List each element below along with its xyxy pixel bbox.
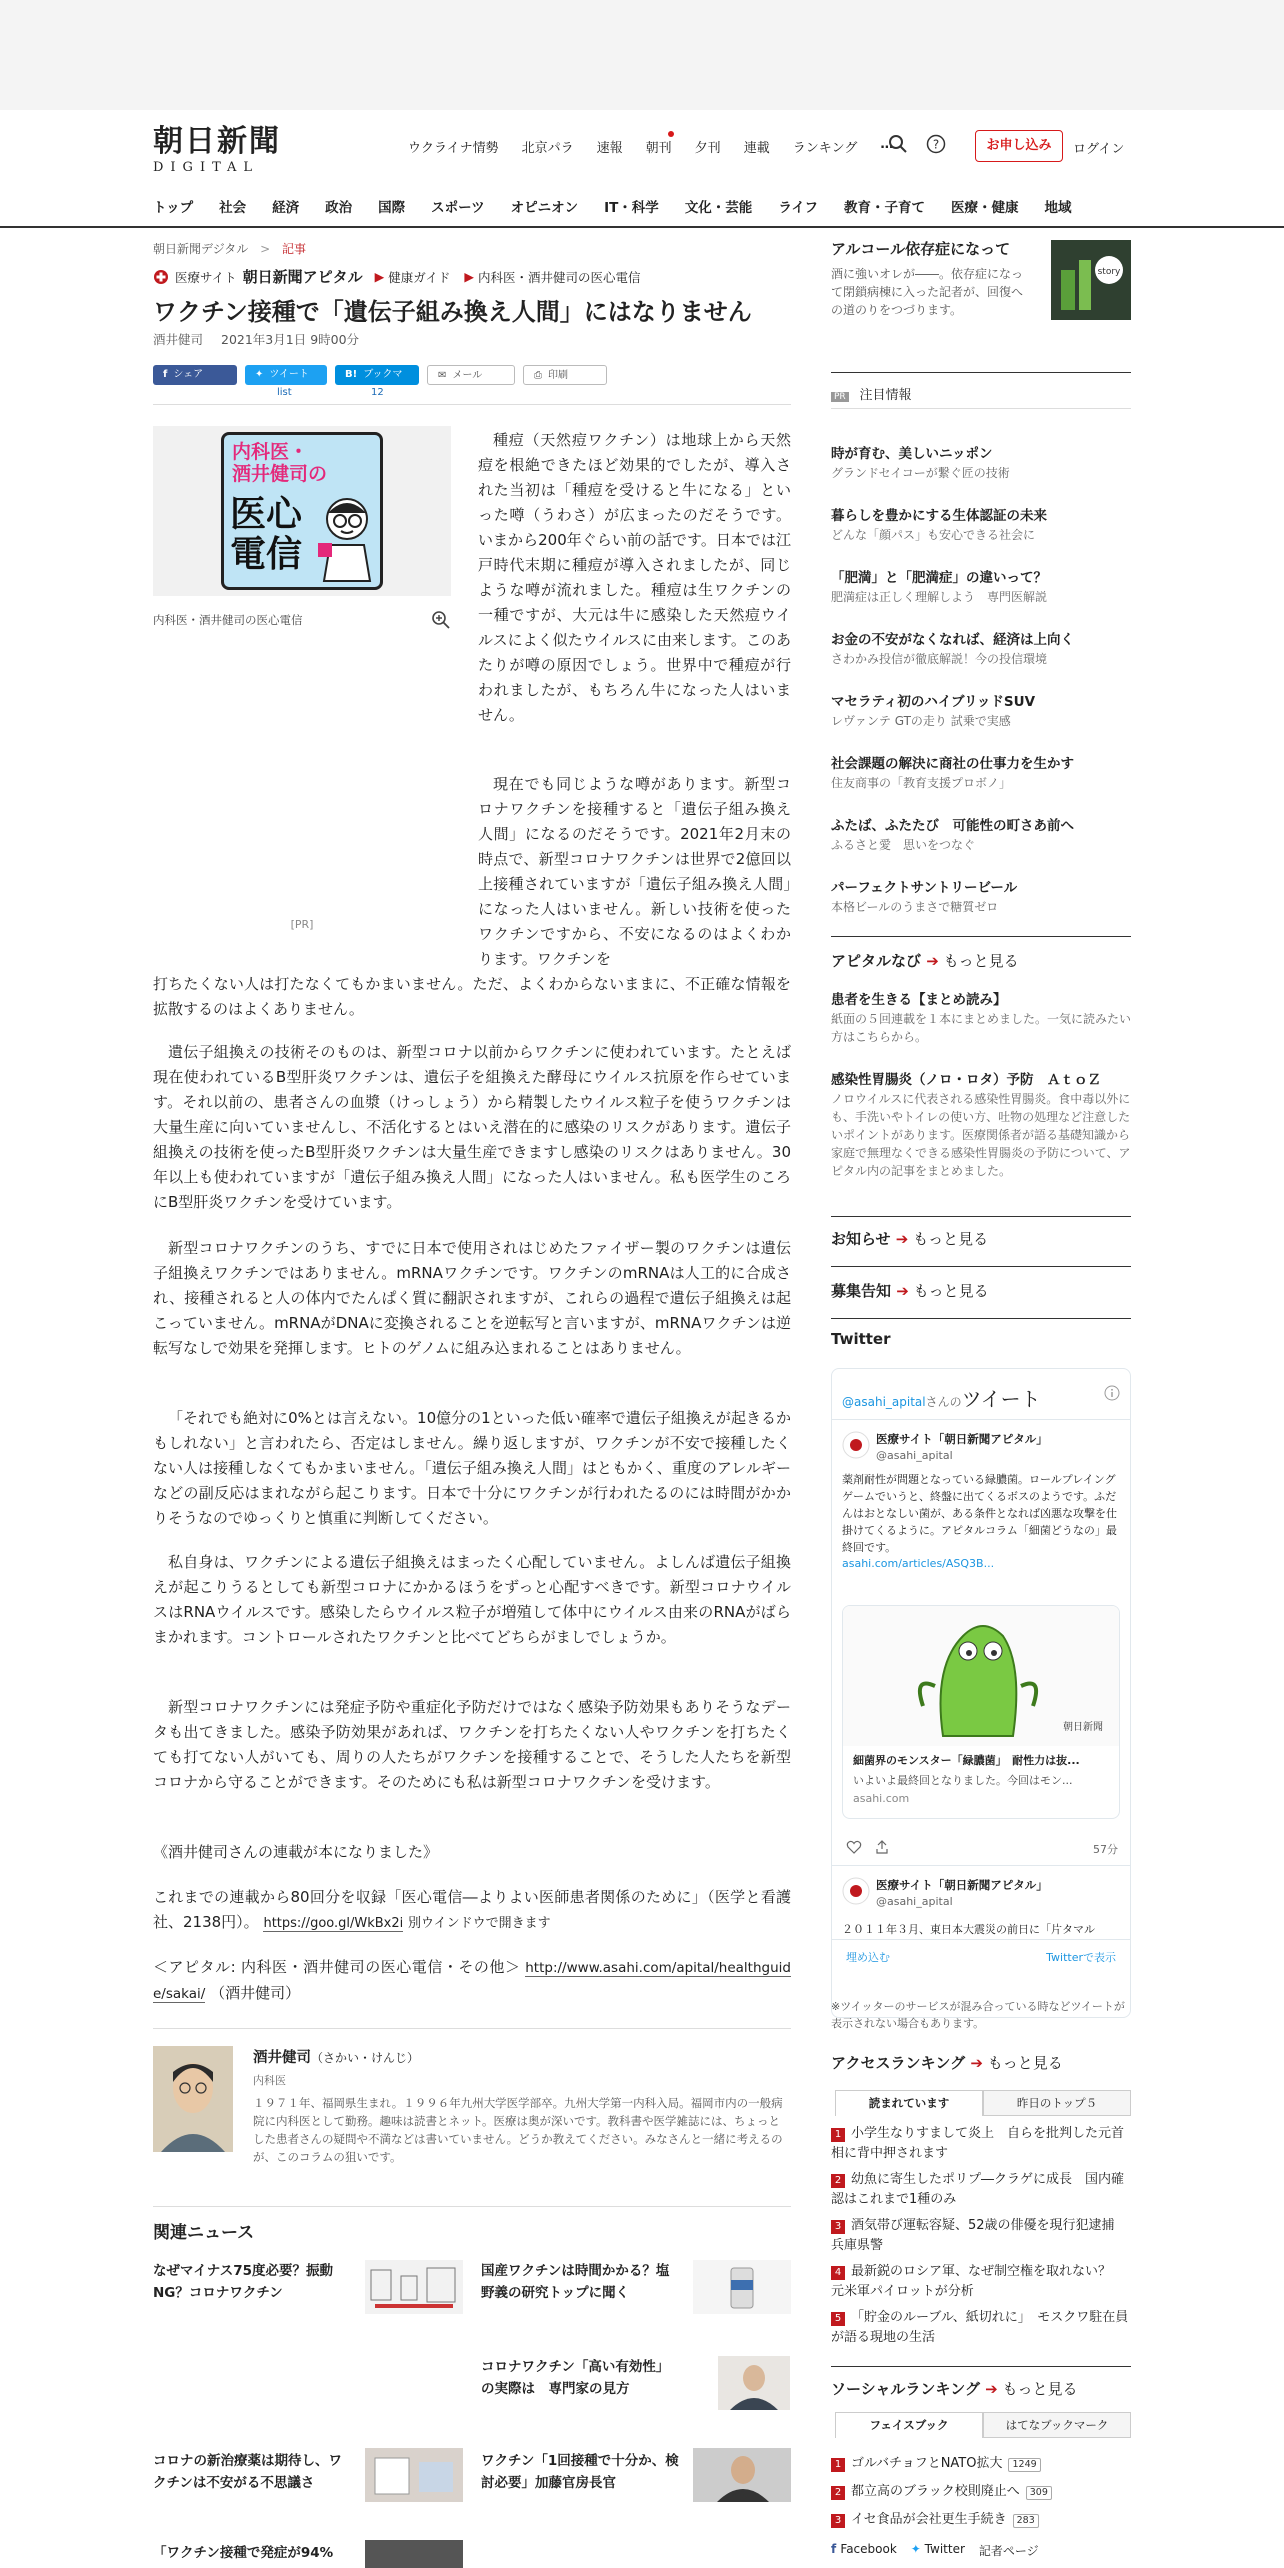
triangle-icon: ▶ xyxy=(374,269,385,284)
twitter-timeline[interactable] xyxy=(831,1368,1131,2018)
social-ranking-item[interactable]: 1 ゴルバチョフとNATO拡大 1249 xyxy=(831,2454,1131,2474)
feature-image xyxy=(1051,240,1131,320)
mail-icon: ✉ xyxy=(438,370,447,381)
share-icon[interactable] xyxy=(874,1839,890,1855)
twitter-header xyxy=(831,1330,1131,1348)
social-ranking-header xyxy=(831,2378,1131,2399)
twitter-share-button[interactable] xyxy=(245,365,327,385)
tweet-author-handle[interactable]: @asahi_apital xyxy=(876,1895,953,1908)
breadcrumb-home[interactable]: 朝日新聞デジタル xyxy=(153,242,249,256)
article-paragraph-7: 新型コロナワクチンには発症予防や重症化予防だけではなく感染予防効果もありそうなデータも出てきました。感染予防効果があれば、ワクチンを打ちたくない人やワクチンを打ちたくても打てない人がいても、周りの人たちがワクチンを接種することで、そうした人たちを新型コロナから守ることができます。そのためにも私は新型コロナワクチンを受けます。 xyxy=(153,1698,791,1791)
facebook-icon: f xyxy=(163,369,168,380)
print-label: 印刷 xyxy=(548,370,568,381)
category-nav xyxy=(0,184,1284,228)
header-nav xyxy=(408,137,916,156)
rank-number: 2 xyxy=(831,2174,845,2188)
arrow-right-icon: ➔ xyxy=(891,1282,909,1300)
logo-subtext: DIGITAL xyxy=(153,160,260,175)
info-icon[interactable] xyxy=(1104,1385,1120,1401)
header-icons xyxy=(888,134,946,154)
author-divider xyxy=(153,2028,791,2029)
nav-ukraine[interactable]: ウクライナ情勢 xyxy=(408,141,499,156)
svg-text:story: story xyxy=(1097,267,1121,277)
tweet-author-name[interactable]: 医療サイト「朝日新聞アピタル」 xyxy=(876,1878,1048,1892)
related-thumbnail[interactable] xyxy=(365,2260,463,2314)
cat-life[interactable]: ライフ xyxy=(778,200,819,216)
facebook-icon: f xyxy=(831,2542,841,2556)
recruit-title[interactable]: 募集告知 xyxy=(831,1282,892,1300)
pr-badge: PR xyxy=(831,392,849,402)
related-item[interactable]: 国産ワクチンは時間かかる？塩野義の研究トップに聞く xyxy=(481,2263,670,2301)
related-thumbnail[interactable] xyxy=(365,2448,463,2502)
article-paragraph-6: 私自身は、ワクチンによる遺伝子組換えはまったく心配していません。よしんば遺伝子組換えが起こりうるとしても新型コロナにかかるほうをずっと心配すべきです。新型コロナウイルスはRNAウイルスです。感染したらウイルス粒子が増殖して体中にウイルス由来のRNAがばらまかれます。コントロールされたワクチンと比べてどちらがましでしょうか。 xyxy=(153,1553,791,1646)
sidebar-divider xyxy=(831,408,1131,409)
article-book-info xyxy=(153,1885,791,1936)
tweet-card-title: 細菌界のモンスター「緑膿菌」 耐性力は抜... xyxy=(853,1754,1080,1767)
author-photo xyxy=(153,2046,233,2152)
social-ranking-item[interactable]: 3 イセ食品が会社更生手続き 283 xyxy=(831,2510,1131,2530)
related-thumbnail[interactable] xyxy=(718,2356,790,2410)
column-logo-badge: 内科医・ 酒井健司の xyxy=(232,441,328,485)
related-item[interactable]: なぜマイナス75度必要？振動NG？コロナワクチン xyxy=(153,2263,333,2301)
related-divider xyxy=(153,2206,791,2207)
apital-site-name[interactable]: 朝日新聞アピタル xyxy=(242,268,363,286)
column-series-note: ＜アピタル: 内科医・酒井健司の医心電信・その他＞ xyxy=(153,1958,520,1976)
tab-facebook[interactable]: フェイスブック xyxy=(835,2412,983,2438)
rank-number: 5 xyxy=(831,2312,845,2326)
related-news-heading: 関連ニュース xyxy=(153,2223,255,2243)
article-title: ワクチン接種で「遺伝子組み換え人間」にはなりません xyxy=(153,298,752,326)
triangle-icon: ▶ xyxy=(464,269,475,284)
access-ranking-tabs xyxy=(835,2090,1131,2116)
cat-economy[interactable]: 経済 xyxy=(272,200,300,216)
tweet-link[interactable]: asahi.com/articles/ASQ3B... xyxy=(842,1557,995,1570)
timeline-divider xyxy=(832,1939,1130,1940)
pr-item[interactable]: マセラティ初のハイブリッドSUV レヴァンテ GTの走り 試乗で実感 xyxy=(831,694,1036,728)
arrow-right-icon: ➔ xyxy=(965,2054,983,2072)
tweet-card-text: いよいよ最終回となりました。今回はモン... xyxy=(853,1774,1073,1787)
external-window-note: 別ウインドウで開きます xyxy=(408,1916,551,1931)
article-paragraph-5: 「それでも絶対に0%とは言えない。10億分の1といった低い確率で遺伝子組換えが起きるかもしれない」と言われたら、否定はしません。繰り返しますが、ワクチンが不安で接種したくない人は接種しなくてもかまいません。「遺伝子組み換え人間」はともかく、重度のアレルギーなどの副反応はまれながら起こります。日本で十分にワクチンが行われたるのには時間がかかりそうなのでゆっくりと慎重に判断してください。 xyxy=(153,1409,791,1527)
search-icon[interactable] xyxy=(888,134,908,154)
rank-number: 3 xyxy=(831,2514,845,2528)
sidebar-divider xyxy=(831,1318,1131,1319)
pr-item[interactable]: 暮らしを豊かにする生体認証の未来 どんな「顔パス」も安心できる社会に xyxy=(831,508,1047,542)
top-ad-space xyxy=(0,0,1284,110)
column-logo-box xyxy=(221,432,383,590)
column-logo-title: 医心 電信 xyxy=(230,494,303,575)
ranking-item[interactable]: 2 幼魚に寄生したポリプ―クラゲに成長 国内確認はこれまで1種のみ xyxy=(831,2172,1125,2207)
attention-title: 注目情報 xyxy=(859,388,912,403)
hatena-count[interactable]: 12 xyxy=(371,387,384,398)
related-thumbnail[interactable] xyxy=(693,2448,791,2502)
mail-share-button[interactable] xyxy=(427,365,515,385)
author-box xyxy=(153,2046,791,2206)
article-date: 2021年3月1日 9時00分 xyxy=(221,332,360,347)
apital-column-link[interactable]: 内科医・酒井健司の医心電信 xyxy=(478,269,641,285)
author-bio: １９７１年、福岡県生まれ。１９９６年九州大学医学部卒。九州大学第一内科入局。福岡市内の一般病院に内科医として勤務。趣味は読書とネット。医療は奥が深いです。教科書や医学雑誌には、ちょっとした患者さんの疑問や不満などは書いていません。どうか教えてください。みなさんと一緒に考えるのが、このコラムの狙いです。 xyxy=(253,2096,783,2164)
like-heart-icon[interactable] xyxy=(846,1839,862,1855)
tweet-card-image xyxy=(843,1606,1119,1746)
twitter-note: ※ツイッターのサービスが混み合っている時などツイートが表示されない場合もあります。 xyxy=(831,2000,1125,2030)
apital-avatar-icon[interactable] xyxy=(842,1431,870,1459)
cat-sports[interactable]: スポーツ xyxy=(431,200,485,216)
more-link[interactable]: もっと見る xyxy=(913,1282,989,1300)
tweet-card-site: asahi.com xyxy=(853,1792,910,1805)
notice-header xyxy=(831,1228,1131,1249)
sidebar-divider xyxy=(831,372,1131,373)
timeline-handle[interactable]: @asahi_apital xyxy=(842,1395,926,1409)
pr-item[interactable]: 社会課題の解決に商社の仕事力を生かす 住友商事の「教育支援プロボノ」 xyxy=(831,756,1074,790)
book-link[interactable]: https://goo.gl/WkBx2i xyxy=(263,1916,404,1931)
nav-evening[interactable]: 夕刊 xyxy=(694,141,721,156)
share-count: 1249 xyxy=(1008,2458,1040,2472)
view-on-twitter-link[interactable]: Twitterで表示 xyxy=(1046,1951,1116,1964)
navi-item[interactable]: 患者を生きる【まとめ読み】 紙面の５回連載を１本にまとめました。一気に読みたい方はこちらから。 xyxy=(831,992,1132,1044)
login-link[interactable]: ログイン xyxy=(1073,142,1125,157)
rank-number: 3 xyxy=(831,2220,845,2234)
related-item[interactable]: コロナワクチン「高い有効性」の実際は 専門家の見方 xyxy=(481,2359,670,2397)
article-paragraph-4: 新型コロナワクチンのうち、すでに日本で使用されはじめたファイザー製のワクチンは遺伝子組換えワクチンではありません。mRNAワクチンです。ワクチンのmRNAは人工的に合成され、接種されると人の体内でたんぱく質に翻訳されますが、これらの過程で遺伝子組換えは起こっていません。mRNAがDNAに変換されることを逆転写と言いますが、mRNAワクチンは逆転写なしで効果を発揮します。ヒトのゲノムに組み込まれることはありません。 xyxy=(153,1239,791,1357)
pr-item[interactable]: 時が育む、美しいニッポン グランドセイコーが繋ぐ匠の技術 xyxy=(831,446,1010,480)
reporter-page-link[interactable]: 記者ページ xyxy=(978,2544,1039,2558)
timeline-tweet-label: ツイート xyxy=(961,1387,1041,1411)
nav-ranking[interactable]: ランキング xyxy=(792,141,858,156)
author-name[interactable]: 酒井健司（さかい・けんじ） xyxy=(253,2050,420,2066)
navi-item[interactable]: 感染性胃腸炎（ノロ・ロタ）予防 ＡｔｏＺ ノロウイルスに代表される感染性胃腸炎。食中毒以外にも、手洗いやトイレの使い方、吐物の処理など注意したいポイントがあります。医療関係者が語る基礎知識から家庭で無理なくできる感染性胃腸炎の予防について、アピタル内の記事をまとめました。 xyxy=(831,1072,1131,1178)
nav-beijing-para[interactable]: 北京パラ xyxy=(521,141,574,156)
more-link[interactable]: もっと見る xyxy=(1002,2380,1078,2398)
article-paragraph-2b: 打ちたくない人は打たなくてもかまいません。ただ、よくわからないままに、不正確な情報を拡散するのはよくありません。 xyxy=(153,975,791,1018)
tweet-author-name[interactable]: 医療サイト「朝日新聞アピタル」 xyxy=(876,1432,1048,1446)
article-paragraph-2a: 現在でも同じような噂があります。新型コロナワクチンを接種すると「遺伝子組み換え人間」になるのだそうです。2021年2月末の時点で、新型コロナワクチンは世界で2億回以上接種されていますが「遺伝子組み換え人間」になった人はいません。新しい技術を使ったワクチンですから、不安になるのはよくわかります。ワクチンを xyxy=(478,775,791,968)
share-divider xyxy=(153,404,791,405)
figure-caption: 内科医・酒井健司の医心電信 xyxy=(153,613,303,627)
tweet-timestamp[interactable]: 57分 xyxy=(1093,1843,1118,1856)
ad-slot xyxy=(153,650,451,950)
nav-breaking[interactable]: 速報 xyxy=(596,141,623,156)
rank-number: 1 xyxy=(831,2458,845,2472)
article-book-heading: 《酒井健司さんの連載が本になりました》 xyxy=(153,1843,439,1861)
apital-label: 医療サイト xyxy=(175,269,237,285)
hatena-icon: B! xyxy=(345,369,358,380)
related-item[interactable]: コロナの新治療薬は期待し、ワクチンは不安がる不思議さ xyxy=(153,2453,342,2491)
breadcrumb xyxy=(153,240,306,257)
pr-item[interactable]: 「肥満」と「肥満症」の違いって？ 肥満症は正しく理解しよう 専門医解説 xyxy=(831,570,1048,604)
related-thumbnail[interactable] xyxy=(365,2540,463,2568)
cat-education[interactable]: 教育・子育て xyxy=(844,200,926,216)
feature-title: アルコール依存症になって xyxy=(831,240,1011,258)
timeline-san: さんの xyxy=(925,1395,962,1409)
hatena-share-label: ブックマーク xyxy=(345,369,403,400)
tweet-text: ２０１１年３月、東日本大震災の前日に「片タマル xyxy=(842,1923,1095,1936)
related-thumbnail[interactable] xyxy=(693,2260,791,2314)
rank-number: 1 xyxy=(831,2128,845,2142)
twitter-icon: ✦ xyxy=(255,369,264,380)
cat-top[interactable]: トップ xyxy=(153,200,194,216)
svg-text:朝日新聞: 朝日新聞 xyxy=(1063,1722,1103,1733)
twitter-count[interactable]: list xyxy=(277,387,292,398)
timeline-divider xyxy=(832,1865,1130,1866)
pr-item[interactable]: ふたば、ふたたび 可能性の町さあ前へ ふるさと愛 思いをつなぐ xyxy=(831,818,1074,852)
author-role: 内科医 xyxy=(253,2074,286,2087)
facebook-share-label: シェア xyxy=(173,369,204,380)
article-paragraph-3: 遺伝子組換えの技術そのものは、新型コロナ以前からワクチンに使われています。たとえば現在使われているB型肝炎ワクチンは、遺伝子を組換えた酵母にウイルス抗原を作らせています。それ以前の、患者さんの血漿（けっしょう）から精製したウイルス粒子を使うワクチンは大量生産に向いていませんし、不活化するとはいえ潜在的に感染のリスクがあります。遺伝子組換えの技術を使ったB型肝炎ワクチンは大量生産できますし感染のリスクはありません。30年以上も使われていますが「遺伝子組み換え人間」になった人はいません。私も医学生のころにB型肝炎ワクチンを受けています。 xyxy=(153,1043,791,1211)
help-icon[interactable] xyxy=(926,134,946,154)
apital-bar xyxy=(153,266,641,287)
tab-yesterday[interactable]: 昨日のトップ５ xyxy=(983,2090,1131,2116)
mail-share-label: メール xyxy=(452,370,483,381)
apital-health-guide-link[interactable]: 健康ガイド xyxy=(388,269,451,285)
recruit-header xyxy=(831,1280,1131,1301)
sidebar-divider xyxy=(831,936,1131,937)
tweet-author-handle[interactable]: @asahi_apital xyxy=(876,1449,953,1462)
tab-hatena[interactable]: はてなブックマーク xyxy=(983,2412,1131,2438)
tab-reading[interactable]: 読まれています xyxy=(835,2090,983,2116)
article-author: 酒井健司 xyxy=(153,332,204,347)
tweet-card[interactable] xyxy=(842,1605,1120,1819)
article-footer xyxy=(153,1955,791,2007)
ranking-item[interactable]: 3 酒気帯び運転容疑、52歳の俳優を現行犯逮捕 兵庫県警 xyxy=(831,2218,1128,2253)
column-figure[interactable] xyxy=(153,426,451,596)
cat-society[interactable]: 社会 xyxy=(219,200,247,216)
rank-number: 4 xyxy=(831,2266,845,2280)
sidebar-feature[interactable] xyxy=(831,238,1131,319)
nav-serial[interactable]: 連載 xyxy=(743,141,770,156)
print-icon: ⎙ xyxy=(534,370,542,381)
pr-label: [PR] xyxy=(290,918,314,931)
asahi-logo[interactable] xyxy=(153,126,283,175)
ranking-item[interactable]: 5 「貯金のルーブル、紙切れに」 モスクワ駐在員が語る現地の生活 xyxy=(831,2310,1129,2345)
pr-item[interactable]: お金の不安がなくなれば、経済は上向く さわかみ投信が徹底解説！今の投信環境 xyxy=(831,632,1074,666)
apital-logo-icon xyxy=(153,269,169,285)
author-reading: （さかい・けんじ） xyxy=(311,2051,420,2065)
arrow-right-icon: ➔ xyxy=(979,2380,998,2398)
access-ranking-header xyxy=(831,2052,1131,2073)
sidebar-divider xyxy=(831,1216,1131,1217)
social-footer xyxy=(831,2542,1131,2559)
more-link[interactable]: もっと見る xyxy=(987,2054,1063,2072)
twitter-footer-link[interactable]: ✦ Twitter xyxy=(910,2542,965,2556)
cat-culture[interactable]: 文化・芸能 xyxy=(684,200,753,216)
cat-opinion[interactable]: オピニオン xyxy=(510,200,579,216)
twitter-title: Twitter xyxy=(831,1330,891,1348)
svg-text:?: ? xyxy=(932,137,940,152)
more-link[interactable]: もっと見る xyxy=(943,952,1019,970)
facebook-share-button[interactable] xyxy=(153,365,237,385)
subscribe-button[interactable]: お申し込み xyxy=(975,130,1063,162)
doctor-illustration-icon xyxy=(316,493,378,583)
ranking-item[interactable]: 1 小学生なりすまして炎上 自らを批判した元首相に背中押されます xyxy=(831,2126,1125,2161)
related-item[interactable]: 「ワクチン接種で発症が94% xyxy=(153,2545,334,2561)
article-byline xyxy=(153,330,359,348)
rank-number: 2 xyxy=(831,2486,845,2500)
article-paragraph-1: 種痘（天然痘ワクチン）は地球上から天然痘を根絶できたほど効果的でしたが、導入された当初は「種痘を受けると牛になる」といった噂（うわさ）が広まったのだそうです。いまから200年ぐらい前の話です。日本では江戸時代末期に種痘が導入されましたが、同じような噂が流れました。種痘は生ワクチンの一種ですが、大元は牛に感染した天然痘ウイルスによく似たウイルスに由来します。このあたりが噂の原因でしょう。世界中で種痘が行われましたが、もちろん牛になった人はいません。 xyxy=(478,431,791,724)
zoom-icon[interactable] xyxy=(431,610,451,630)
nav-more[interactable]: … xyxy=(880,137,894,152)
feature-text: 酒に強いオレが――。依存症になって閉鎖病棟に入った記者が、回復への道のりをつづります。 xyxy=(831,267,1024,317)
ranking-item[interactable]: 4 最新鋭のロシア軍、なぜ制空権を取れない？ 元米軍パイロットが分析 xyxy=(831,2264,1125,2299)
cat-it-science[interactable]: IT・科学 xyxy=(604,200,659,216)
column-series-link[interactable]: http://www.asahi.com/apital/healthguide/sakai/ xyxy=(153,1960,791,2002)
arrow-right-icon: ➔ xyxy=(921,952,939,970)
twitter-icon: ✦ xyxy=(910,2542,925,2556)
facebook-footer-link[interactable]: f Facebook xyxy=(831,2542,897,2556)
apital-navi-title[interactable]: アピタルなび xyxy=(831,952,922,970)
cat-international[interactable]: 国際 xyxy=(378,200,406,216)
logo-text: 朝日新聞 xyxy=(153,124,281,159)
apital-avatar-icon[interactable] xyxy=(842,1877,870,1905)
social-ranking-tabs xyxy=(835,2412,1131,2438)
share-count: 283 xyxy=(1013,2514,1039,2528)
cat-health[interactable]: 医療・健康 xyxy=(951,200,1019,216)
access-ranking-title[interactable]: アクセスランキング xyxy=(831,2054,966,2072)
notice-title[interactable]: お知らせ xyxy=(831,1230,891,1248)
embed-link[interactable]: 埋め込む xyxy=(846,1951,890,1964)
timeline-divider xyxy=(832,1419,1130,1420)
apital-navi-header xyxy=(831,950,1131,971)
sidebar-divider xyxy=(831,1266,1131,1267)
share-count: 309 xyxy=(1026,2486,1052,2500)
breadcrumb-current: 記事 xyxy=(282,242,307,256)
print-button[interactable] xyxy=(523,365,607,385)
arrow-right-icon: ➔ xyxy=(890,1230,909,1248)
related-item[interactable]: ワクチン「1回接種で十分か、検討必要」加藤官房長官 xyxy=(481,2453,679,2491)
attention-header xyxy=(831,384,1131,403)
social-ranking-item[interactable]: 2 都立高のブラック校則廃止へ 309 xyxy=(831,2482,1131,2502)
article-signature: （酒井健司） xyxy=(210,1984,301,2002)
book-info-text: これまでの連載から80回分を収録「医心電信―よりよい医師患者関係のために」（医学と看護社、2138円）。 xyxy=(153,1888,791,1931)
tweet-text: 薬剤耐性が問題となっている緑膿菌。ロールプレイングゲームでいうと、終盤に出てくるボスのようです。ふだんはおとなしい菌が、ある条件となれば凶悪な攻撃を仕掛けてくるように。アピタルコラム「細菌どうなの」最終回です。 xyxy=(842,1473,1117,1554)
pr-item[interactable]: パーフェクトサントリービール 本格ビールのうまさで糖質ゼロ xyxy=(831,880,1018,914)
nav-morning[interactable]: 朝刊 xyxy=(646,137,672,156)
timeline-header xyxy=(842,1383,1041,1412)
cat-politics[interactable]: 政治 xyxy=(325,200,353,216)
social-ranking-title[interactable]: ソーシャルランキング xyxy=(831,2380,980,2398)
cat-region[interactable]: 地域 xyxy=(1044,200,1072,216)
breadcrumb-sep: > xyxy=(260,242,271,256)
more-link[interactable]: もっと見る xyxy=(913,1230,989,1248)
sidebar-divider xyxy=(831,2366,1131,2367)
twitter-share-label: ツイート xyxy=(269,369,309,380)
